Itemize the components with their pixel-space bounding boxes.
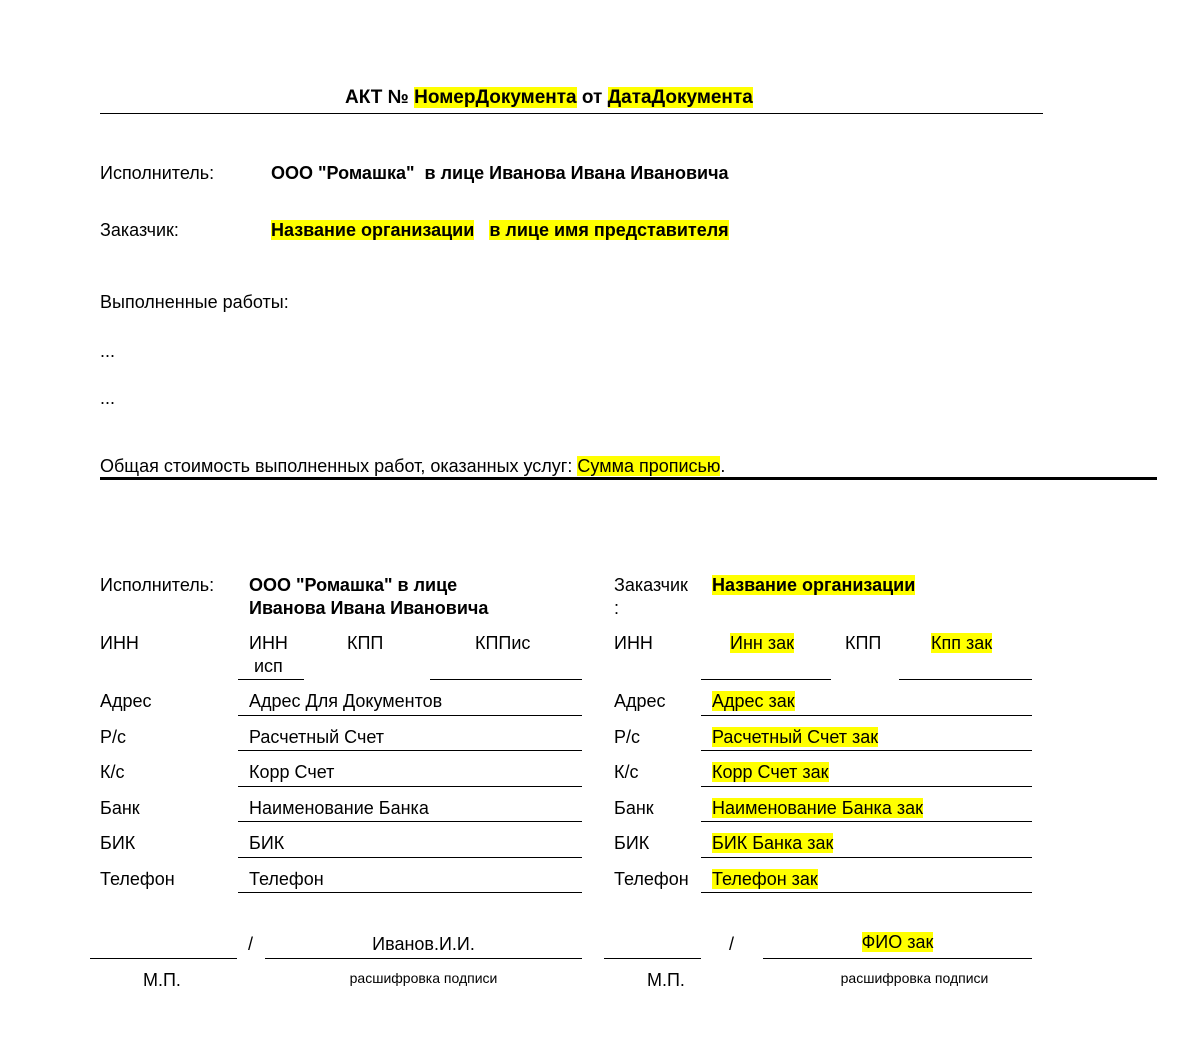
req-customer-address-value: Адрес зак [712,691,795,711]
req-customer-bik-wrap [712,832,833,854]
customer-signer: ФИО зак [861,932,934,952]
executor-decode-caption: расшифровка подписи [349,970,498,986]
works-item: ... [100,388,116,408]
req-executor-ks-label: К/с [100,762,125,782]
req-executor-rs-label: Р/с [100,727,127,747]
req-customer-inn-underline [701,679,831,680]
req-customer-inn-label: ИНН [614,633,653,653]
title-underline [100,113,1043,114]
customer-decode-line [763,958,1032,959]
req-executor-rs-underline [238,750,582,751]
req-customer-ks-underline [701,786,1032,787]
req-executor-address-value: Адрес Для Документов [249,691,443,711]
req-executor-bank-value: Наименование Банка [249,798,429,818]
req-customer-rs-label: Р/с [614,727,641,747]
req-executor-name-1: ООО "Ромашка" в лице [249,575,458,595]
executor-decode-line [265,958,582,959]
total-end: . [720,456,726,476]
executor-signature-line [90,958,237,959]
req-executor-address-label: Адрес [100,691,152,711]
req-customer-name: Название организации [712,575,916,595]
req-customer-phone-wrap [712,868,818,890]
req-executor-ks-underline [238,786,582,787]
executor-line [271,162,729,184]
req-executor-bank-underline [238,821,582,822]
total-underline [100,477,1157,480]
req-customer-bik-underline [701,857,1032,858]
req-customer-rs-value: Расчетный Счет зак [712,727,879,747]
document-number: НомерДокумента [414,87,577,108]
req-customer-bik-label: БИК [614,833,650,853]
req-executor-rs-value: Расчетный Счет [249,727,385,747]
req-executor-title: Исполнитель: [100,575,215,595]
req-customer-title-2: : [614,598,620,618]
req-customer-kpp-label: КПП [845,633,882,653]
req-executor-bik-underline [238,857,582,858]
customer-signer-wrap [763,931,1032,953]
req-customer-bank-underline [701,821,1032,822]
req-customer-bik-value: БИК Банка зак [712,833,834,853]
req-customer-address-label: Адрес [614,691,666,711]
title-prefix: АКТ № [345,87,409,108]
req-customer-rs-underline [701,750,1032,751]
total-line [100,455,725,477]
document-title [345,86,753,109]
req-customer-name-wrap [712,574,915,596]
req-executor-bik-value: БИК [249,833,285,853]
req-customer-phone-underline [701,892,1032,893]
customer-name: Название организации [271,220,475,240]
total-label: Общая стоимость выполненных работ, оказанных услуг: [100,456,573,476]
customer-stamp: М.П. [647,970,685,990]
works-label: Выполненные работы: [100,292,289,312]
document-date: ДатаДокумента [607,87,753,108]
customer-decode-caption: расшифровка подписи [840,970,989,986]
req-customer-bank-wrap [712,797,923,819]
req-executor-inn-underline [238,679,304,680]
req-executor-phone-value: Телефон [249,869,324,889]
executor-signature-slash: / [248,934,254,954]
executor-name: ООО "Ромашка" [271,163,415,183]
req-customer-address-wrap [712,690,795,712]
req-executor-inn-value-1: ИНН [249,633,288,653]
req-executor-kpp-value: КППис [475,633,531,653]
req-customer-ks-label: К/с [614,762,639,782]
req-executor-address-underline [238,715,582,716]
executor-signer: Иванов.И.И. [372,934,475,954]
customer-signature-slash: / [729,934,735,954]
req-customer-inn-wrap [730,632,794,654]
req-executor-phone-underline [238,892,582,893]
req-customer-phone-label: Телефон [614,869,689,889]
req-customer-ks-wrap [712,761,829,783]
req-customer-bank-label: Банк [614,798,654,818]
req-executor-name-2: Иванова Ивана Ивановича [249,598,489,618]
customer-label: Заказчик: [100,220,179,240]
req-executor-inn-value-2: исп [254,656,283,676]
req-executor-bank-label: Банк [100,798,140,818]
req-customer-inn-value: Инн зак [730,633,794,653]
req-customer-title-1: Заказчик [614,575,688,595]
customer-rep: в лице имя представителя [489,220,729,240]
title-from: от [581,87,603,108]
req-customer-phone-value: Телефон зак [712,869,818,889]
req-executor-kpp-underline [430,679,582,680]
customer-signature-line [604,958,701,959]
total-amount: Сумма прописью [577,456,721,476]
req-customer-ks-value: Корр Счет зак [712,762,829,782]
req-executor-kpp-label: КПП [347,633,384,653]
req-customer-rs-wrap [712,726,878,748]
executor-label: Исполнитель: [100,163,215,183]
req-customer-bank-value: Наименование Банка зак [712,798,923,818]
req-executor-bik-label: БИК [100,833,136,853]
req-executor-ks-value: Корр Счет [249,762,335,782]
req-customer-kpp-underline [899,679,1032,680]
req-customer-kpp-wrap [931,632,992,654]
req-customer-kpp-value: Кпп зак [931,633,993,653]
req-executor-phone-label: Телефон [100,869,175,889]
executor-rep: в лице Иванова Ивана Ивановича [424,163,729,183]
customer-line [271,219,729,241]
executor-stamp: М.П. [143,970,181,990]
req-executor-inn-label: ИНН [100,633,139,653]
req-customer-address-underline [701,715,1032,716]
works-item: ... [100,341,116,361]
